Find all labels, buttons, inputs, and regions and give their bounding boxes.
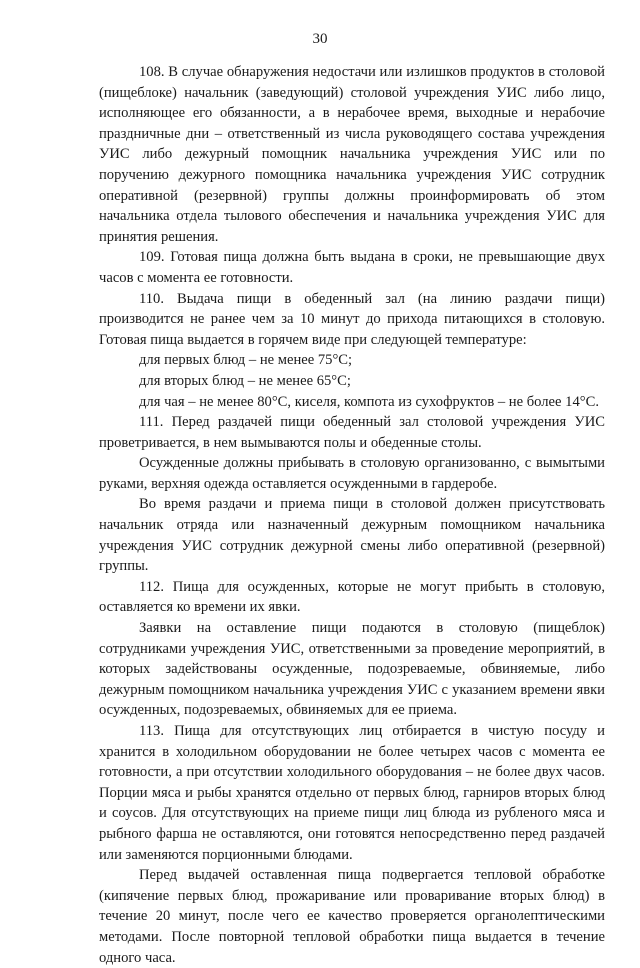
list-item-second-courses: для вторых блюд – не менее 65°C;: [139, 372, 351, 389]
paragraph-110: 110. Выдача пищи в обеденный зал (на линию раздачи пищи) производится не ранее чем за 10 минут до прихода питающихся в столовую. Готовая пища выдается в горячем виде при следующей температуре:: [99, 290, 605, 348]
paragraph-111: 111. Перед раздачей пищи обеденный зал столовой учреждения УИС проветривается, в нем вымываются полы и обеденные столы.: [99, 414, 605, 451]
paragraph-112-requests: Заявки на оставление пищи подаются в столовую (пищеблок) сотрудниками учреждения УИС, ответственными за проведение мероприятий, в которых задействованы осужденные, подозреваемые, обвиняемые, либо дежурным помощником начальника учреждения УИС с указанием времени явки осужденных, подозреваемых, обвиняемых для ее приема.: [99, 620, 605, 719]
paragraph-109: 109. Готовая пища должна быть выдана в сроки, не превышающие двух часов с момента ее готовности.: [99, 249, 605, 286]
paragraph-112: 112. Пища для осужденных, которые не могут прибыть в столовую, оставляется ко времени их явки.: [99, 578, 605, 616]
document-body: [99, 62, 605, 968]
paragraph-113-reheating: Перед выдачей оставленная пища подвергается тепловой обработке (кипячение первых блюд, прожаривание или проваривание вторых блюд) в течение 20 минут, после чего ее качество проверяется органолептическими методами. После повторной тепловой обработки пища выдается в течение одного часа.: [99, 867, 605, 966]
paragraph-111-supervision: Во время раздачи и приема пищи в столовой должен присутствовать начальник отряда или назначенный дежурным помощником начальника учреждения УИС сотрудник дежурной смены либо оперативной (резервной) группы.: [99, 496, 605, 575]
page-number: 30: [312, 31, 328, 47]
list-item-first-courses: для первых блюд – не менее 75°C;: [139, 352, 353, 369]
paragraph-108: 108. В случае обнаружения недостачи или излишков продуктов в столовой (пищеблоке) начальник (заведующий) столовой учреждения УИС либо лицо, исполняющее его обязанности, а в нерабочее время, выходные и нерабочие праздничные дни – ответственный из числа руководящего состава учреждения УИС либо дежурный помощник начальника учреждения УИС или по поручению дежурного помощника начальника учреждения УИС сотрудник оперативной (резервной) группы должны проинформировать об этом начальника отдела тылового обеспечения и начальника учреждения УИС для принятия решения.: [99, 64, 605, 245]
list-item-tea: для чая – не менее 80°C, киселя, компота из сухофруктов – не более 14°C.: [139, 393, 599, 410]
paragraph-111-arrival: Осужденные должны прибывать в столовую организованно, с вымытыми руками, верхняя одежда оставляется осужденными в гардеробе.: [99, 455, 605, 492]
paragraph-113: 113. Пища для отсутствующих лиц отбирается в чистую посуду и хранится в холодильном оборудовании не более четырех часов с момента ее готовности, а при отсутствии холодильного оборудования – не более двух часов. Порции мяса и рыбы хранятся отдельно от первых блюд, гарниров вторых блюд и соусов. Для отсутствующих на приеме пищи лиц блюда из рубленого мяса и рыбного фарша не оставляются, они готовятся непосредственно перед раздачей или заменяются порционными блюдами.: [99, 723, 605, 863]
